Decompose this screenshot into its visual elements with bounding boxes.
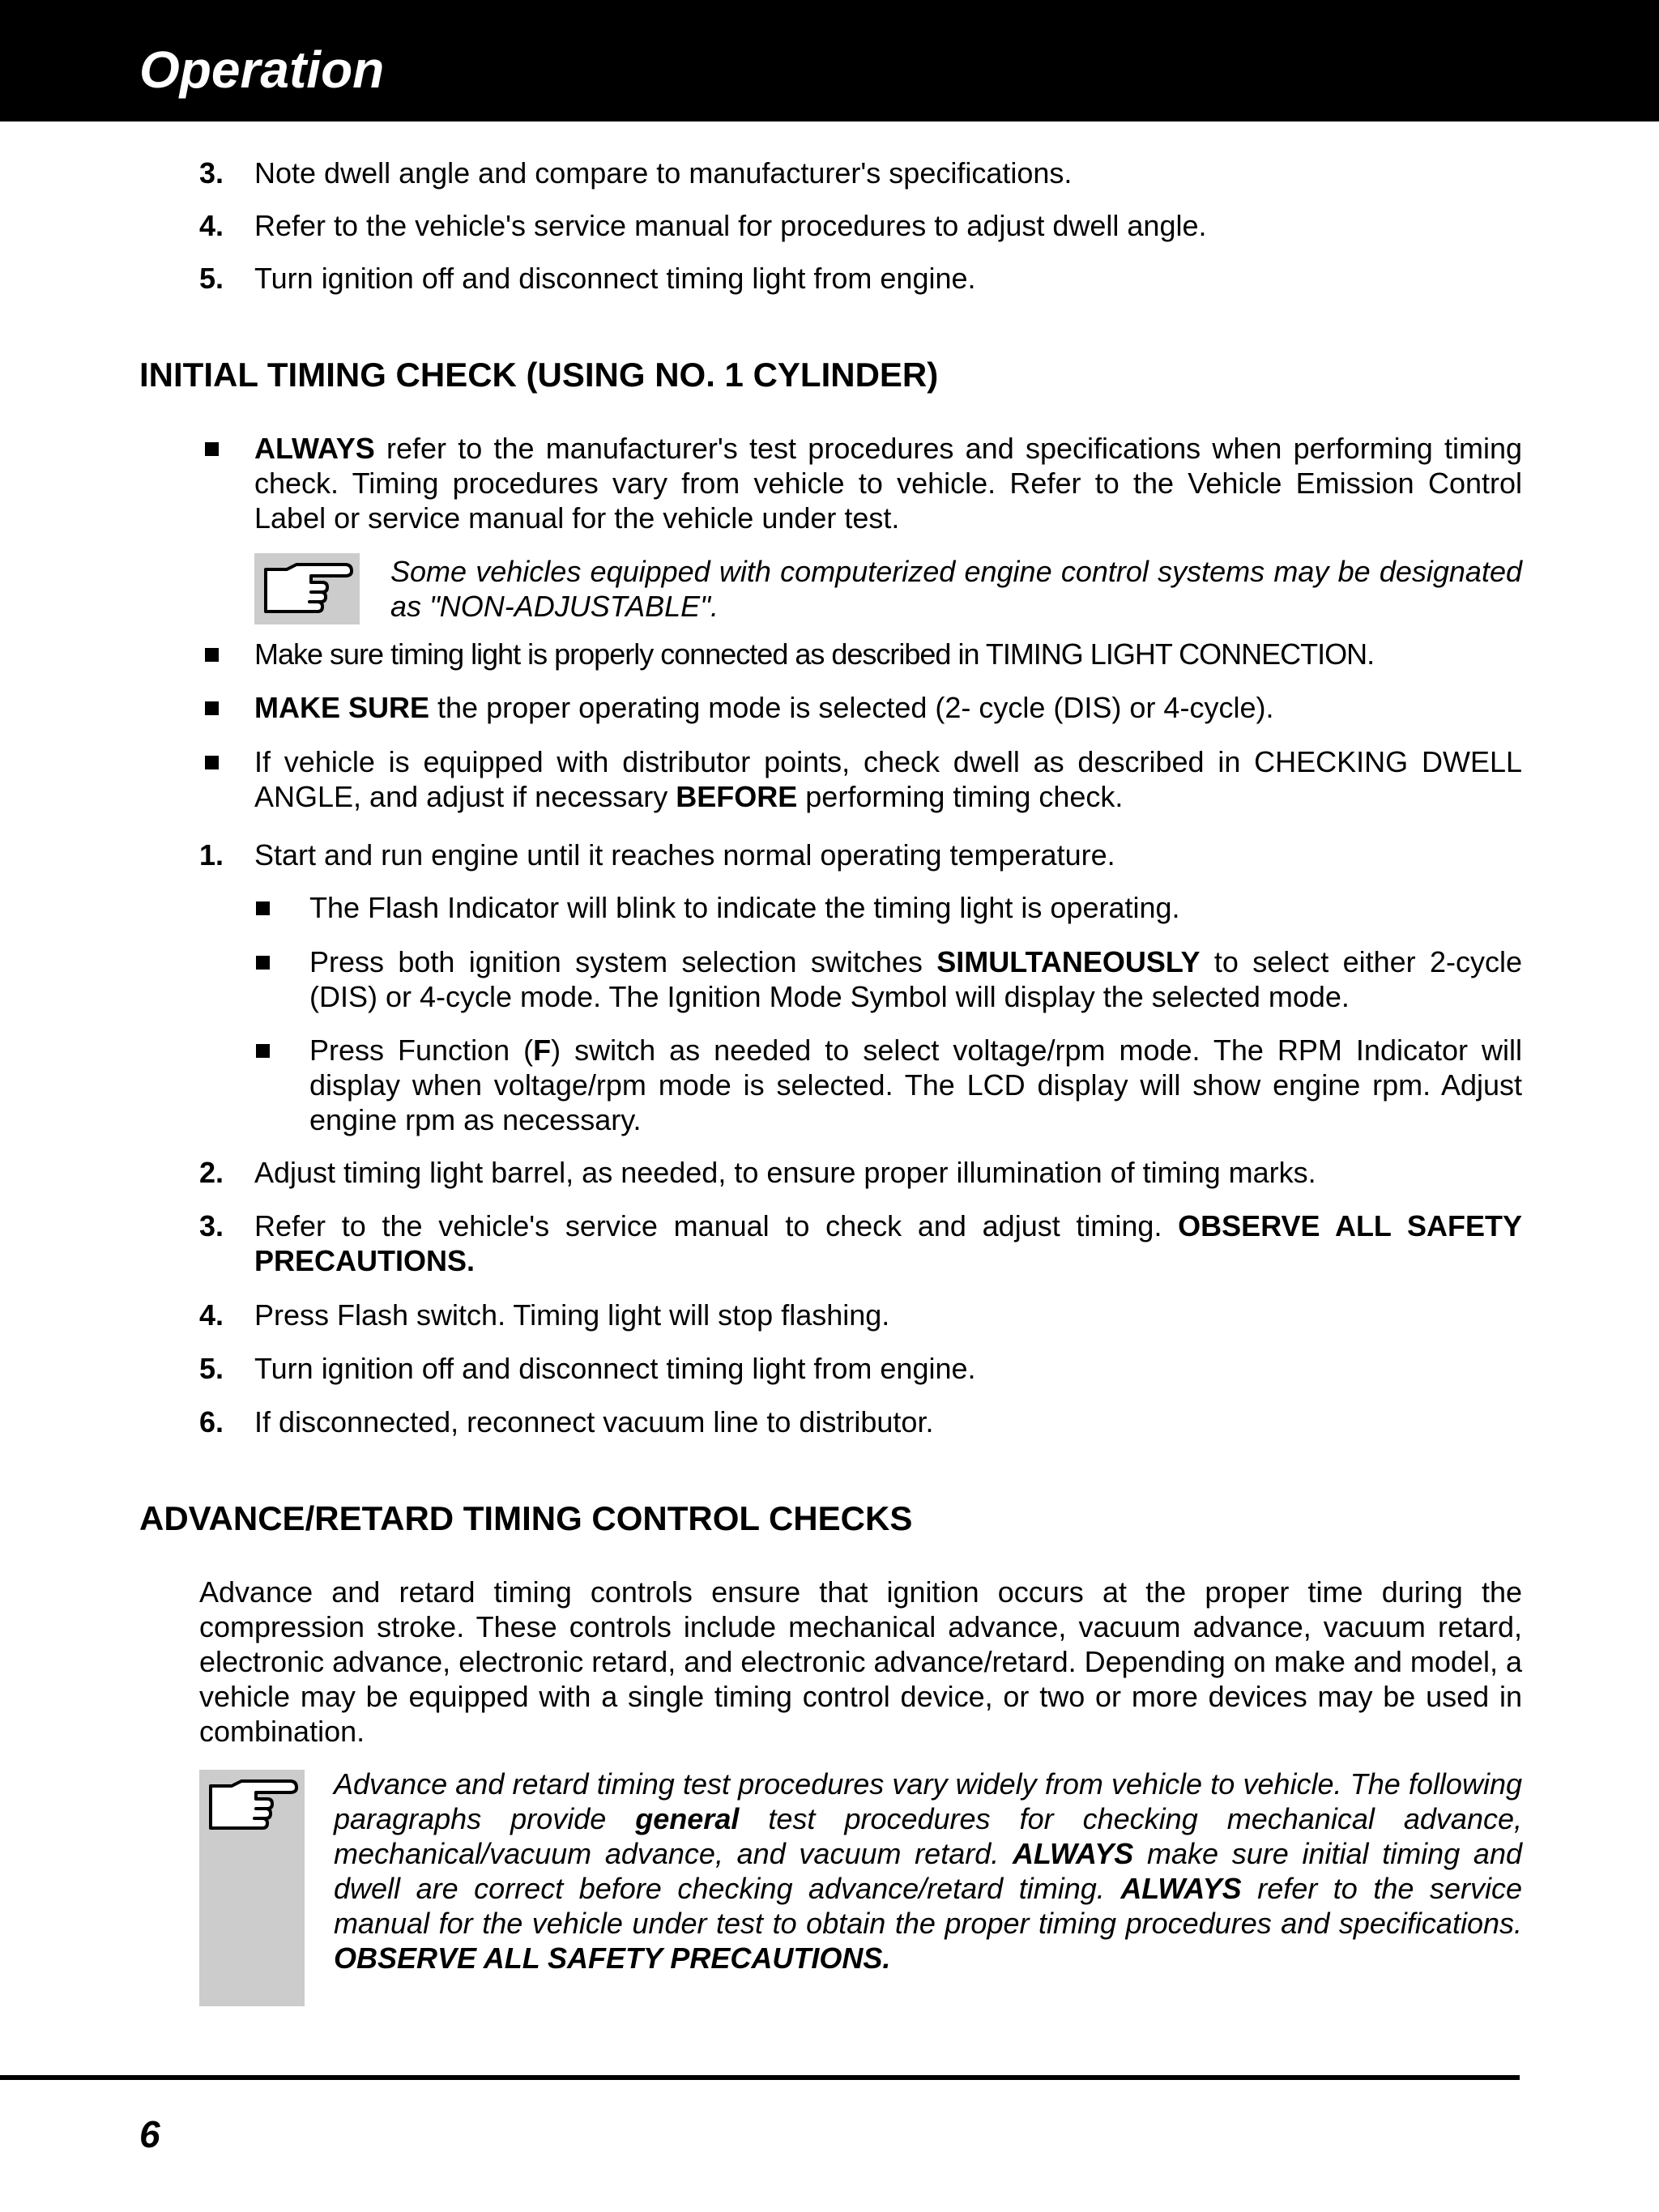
note-text: Some vehicles equipped with computerized engine control systems may be designated as "NON-ADJUSTABLE". — [390, 555, 1522, 623]
bullet-icon — [256, 901, 270, 915]
note-text: Advance and retard timing test procedures vary widely from vehicle to vehicle. The following paragraphs provide general test procedures for checking mechanical advance, mechanical/vacuum advance, and vacuum retard. ALWAYS make sure initial timing and dwell are correct before checking advance/retard timing. ALWAYS refer to the service manual for the vehicle under test to obtain the proper timing procedures and specifications. OBSERVE ALL SAFETY PRECAUTIONS. — [334, 1767, 1522, 1975]
section-heading-advance-retard: ADVANCE/RETARD TIMING CONTROL CHECKS — [139, 1499, 913, 1537]
page-number: 6 — [139, 2113, 160, 2155]
step-text: Refer to the vehicle's service manual to check and adjust timing. OBSERVE ALL SAFETY PRECAUTIONS. — [254, 1209, 1522, 1277]
pointing-hand-icon — [254, 553, 360, 624]
bullet-icon — [205, 648, 219, 662]
step-text: If disconnected, reconnect vacuum line to distributor. — [254, 1405, 934, 1438]
sub-bullet-text: The Flash Indicator will blink to indicate the timing light is operating. — [309, 891, 1180, 924]
step-number: 3. — [199, 156, 224, 190]
bullet-icon — [205, 701, 219, 715]
step-number: 4. — [199, 209, 224, 242]
bullet-text: MAKE SURE the proper operating mode is selected (2- cycle (DIS) or 4-cycle). — [254, 691, 1274, 724]
step-text: Turn ignition off and disconnect timing light from engine. — [254, 262, 976, 295]
step-number: 4. — [199, 1298, 224, 1332]
step-text: Adjust timing light barrel, as needed, to ensure proper illumination of timing marks. — [254, 1156, 1316, 1189]
step-text: Turn ignition off and disconnect timing light from engine. — [254, 1352, 976, 1385]
bullet-icon — [256, 1044, 270, 1058]
footer-rule — [0, 2075, 1520, 2080]
sub-bullet-text: Press both ignition system selection switches SIMULTANEOUSLY to select either 2-cycle (DIS) or 4-cycle mode. The Ignition Mode Symbol will display the selected mode. — [309, 945, 1522, 1013]
page-title: Operation — [139, 40, 385, 99]
step-text: Refer to the vehicle's service manual for procedures to adjust dwell angle. — [254, 209, 1207, 242]
sub-bullet-text: Press Function (F) switch as needed to select voltage/rpm mode. The RPM Indicator will display when voltage/rpm mode is selected. The LCD display will show engine rpm. Adjust engine rpm as necessary. — [309, 1034, 1522, 1136]
section-heading-initial-timing: INITIAL TIMING CHECK (USING NO. 1 CYLINDER) — [139, 356, 939, 394]
step-number: 2. — [199, 1156, 224, 1189]
bullet-icon — [205, 442, 219, 456]
step-text: Start and run engine until it reaches normal operating temperature. — [254, 838, 1115, 872]
note-box — [199, 1770, 305, 2006]
note-box — [254, 553, 360, 624]
step-number: 5. — [199, 1352, 224, 1385]
bullet-text: ALWAYS refer to the manufacturer's test procedures and specifications when performing timing check. Timing procedures vary from vehicle to vehicle. Refer to the Vehicle Emission Control Label or service manual for the vehicle under test. — [254, 432, 1522, 535]
bullet-icon — [256, 956, 270, 970]
bullet-text: If vehicle is equipped with distributor points, check dwell as described in CHECKING DWELL ANGLE, and adjust if necessary BEFORE performing timing check. — [254, 745, 1522, 813]
step-number: 6. — [199, 1405, 224, 1438]
bullet-text: Make sure timing light is properly connected as described in TIMING LIGHT CONNECTION. — [254, 637, 1375, 671]
step-number: 3. — [199, 1209, 224, 1242]
step-text: Press Flash switch. Timing light will stop flashing. — [254, 1298, 890, 1332]
step-number: 5. — [199, 262, 224, 295]
bullet-icon — [205, 756, 219, 769]
body-paragraph: Advance and retard timing controls ensure that ignition occurs at the proper time during the compression stroke. These controls include mechanical advance, vacuum advance, vacuum retard, electronic advance, electronic retard, and electronic advance/retard. Depending on make and model, a vehicle may be equipped with a single timing control device, or two or more devices may be used in combination. — [199, 1575, 1522, 1748]
step-number: 1. — [199, 838, 224, 872]
pointing-hand-icon — [199, 1770, 305, 1841]
step-text: Note dwell angle and compare to manufacturer's specifications. — [254, 156, 1073, 190]
